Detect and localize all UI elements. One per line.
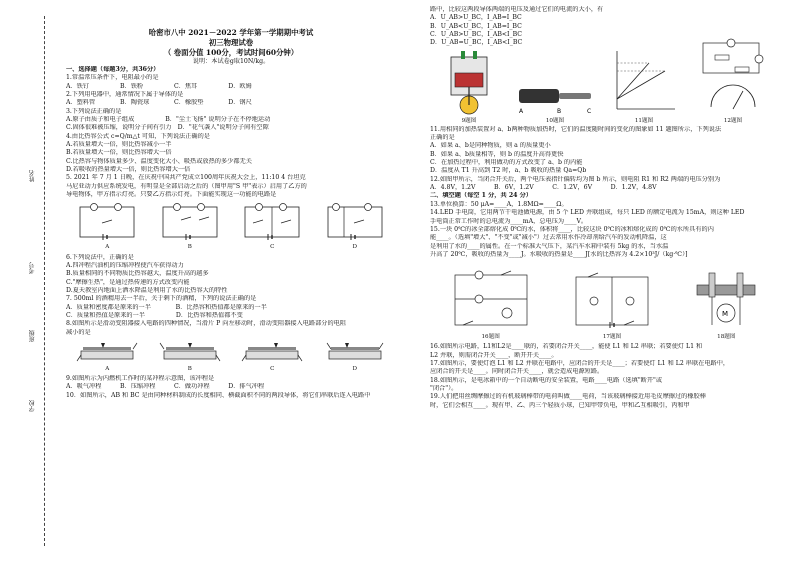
fig-17-caption: 17题图 [602, 333, 622, 340]
text-line: D.夏天教室内地面上洒水降温是利用了水的比热容大的特性 [66, 286, 228, 294]
text-line: 手电筒正常工作时的总电流为____mA，总电压为____V。 [430, 217, 588, 225]
q5-option-b-label: B [187, 244, 192, 251]
q8-rheostat-figures [66, 339, 396, 373]
text-line: 1.常温常压条件下，电阻最小的是 [66, 74, 159, 82]
exam-g-note: 说明：本试卷g取10N/kg。 [192, 58, 270, 65]
text-line: 3.下列说法正确的是 [66, 107, 122, 115]
text-line: B.若质量增大一倍，则比热容增大一倍 [66, 149, 172, 157]
text-line: 应闭合的开关是____。同时闭合开关____，就会造成电源短路。 [430, 368, 604, 376]
text-line: D.若吸收的热量增大一倍，则比热容增大一倍 [66, 166, 191, 174]
text-line: A．吸气冲程 B．压缩冲程 C．做功冲程 D．排气冲程 [66, 383, 265, 391]
binding-margin [0, 0, 60, 562]
text-line: 马尼亚动力供应系统发电，有明显是全部启动之后的（图甲用"S 甲"表示）启用了乙方的 [66, 182, 307, 190]
text-line: 正确的是 [430, 134, 455, 142]
text-line: 10．如图所示，AB 和 BC 是由同种材料制成的长度相同、横截面积不同的两段导体，将它们串联后连入电路中 [66, 391, 371, 399]
binding-school-label: 学校 [29, 400, 36, 412]
exam-subtitle: 初三物理试卷 [208, 38, 254, 47]
text-line: 15.一块 0℃的冰全部熔化成 0℃的水，体积将____，比较这块 0℃的冰和熔化成的 0℃的水所具有的内 [430, 225, 714, 233]
question-block-16-19 [430, 343, 780, 410]
text-line: 6.下列说法中，正确的是 [66, 253, 134, 261]
text-line: D．U_AB=U_BC，I_AB<I_BC [430, 39, 523, 47]
q8-option-c-label: C [270, 365, 275, 372]
fig-11-caption: 11题图 [634, 118, 654, 125]
q5-option-d-label: D [352, 244, 357, 251]
svg-text:C: C [587, 108, 592, 116]
text-line: 4.由比热容公式 c=Q/m△t 可知，下列说法正确的是 [66, 132, 210, 140]
q8-rheostat-c [240, 341, 304, 373]
text-line: A.原子由质子和电子组成 B．"尘土飞扬" 说明分子在不停地运动 [66, 116, 271, 124]
text-line: C．在加热过程中，利用做功的方式改变了 a、b 的内能 [430, 159, 583, 167]
question-block-11-15 [430, 126, 780, 260]
fig-17-circuit [570, 269, 654, 341]
fig-10-caption: 10题图 [545, 118, 565, 125]
fig-12-caption: 12题图 [723, 118, 743, 125]
text-line: C.比热容与物体质量多少、温度变化大小、吸热或放热的多少都无关 [66, 157, 252, 165]
text-line: A.若质量增大一倍，则比热容减小一半 [66, 141, 172, 149]
text-line: 5. 2021 年 7 月 1 日晚，在庆祝中国共产党成立100周年庆祝大会上，11:10 4 台坦克 [66, 174, 306, 182]
text-line: A．U_AB>U_BC，I_AB=I_BC [430, 14, 522, 22]
text-line: A．塑料管 B．陶瓷球 C．橡胶垫 D．钢尺 [66, 99, 252, 107]
text-line: B．U_AB<U_BC，I_AB=I_BC [430, 22, 522, 30]
exam-title: 哈密市八中 2021－2022 学年第一学期期中考试 [148, 28, 314, 37]
text-line: B.质量相同的不同物质比热容越大，温度升高的越多 [66, 270, 209, 278]
text-line: 减小的是 [66, 328, 91, 336]
text-line: 9.如图所示为内燃机工作时的某冲程示意图，该冲程是 [66, 374, 215, 382]
text-line: 11.用相同的加热装置对 a、b两种物质加热时，它们的温度随时间的变化的图象如 11 题图所示，下列说法 [430, 125, 722, 133]
svg-text:A: A [519, 108, 524, 116]
text-line: 16.如图所示电路，L1和L2是____联的，若要闭合开关____，能使 L1 和 L2 串联；若要使灯 L1 和 [430, 343, 703, 351]
binding-dashed-line [44, 16, 45, 546]
svg-text:M: M [722, 309, 729, 318]
q8-option-b-label: B [187, 365, 192, 372]
fig-10-conductor [515, 77, 595, 125]
text-line: D．温度从 T1 升高到 T2 时，a、b 吸收的热量 Qa=Qb [430, 167, 587, 175]
q8-rheostat-a [75, 341, 139, 373]
text-line: A．质量和密度都是原来的一半 B．比热容和热值都是原来的一半 [66, 303, 267, 311]
q5-circuit-a [76, 203, 138, 251]
binding-exam-no-label: 考号 [29, 262, 36, 274]
left-column [66, 6, 396, 400]
text-line: 升高了 20℃，吸收的热量为____J。水吸收的热量是____J[水的比热容为 4.2×10³J/（kg·℃）] [430, 250, 688, 258]
fig-11-temperature-graph [609, 47, 679, 125]
fig-16-circuit [449, 269, 533, 341]
text-line: L2 并联，则需闭合开关____，断开开关____。 [430, 351, 558, 359]
binding-name-label: 姓名 [29, 170, 36, 182]
question-block-1-5 [66, 66, 396, 200]
text-line: 导电物体，甲方指示灯亮。只要乙方指示灯亮。下面能实现这一功能的电路是 [66, 191, 277, 199]
q8-rheostat-b [158, 341, 222, 373]
right-column [430, 6, 780, 410]
question-block-9-10 [66, 375, 396, 400]
text-line: 8.如图所示是滑动变阻器接入电路的四种情况，当滑片 P 向左移动时，滑动变阻器接入电路部分的电阻 [66, 320, 347, 328]
text-line: A．铁钉 B．铁粉 C．焦耳 D．欧姆 [66, 82, 252, 90]
text-line: 二、填空题（每空 1 分，共 24 分） [430, 192, 532, 200]
text-line: A．如果 a、b是同种物质，则 a 的质量更小 [430, 142, 551, 150]
text-line: 18.如图所示，是电冰箱中的一个自动断电的安全装置，电路____电路（选填"断开"或 [430, 376, 663, 384]
text-line: 17.如图所示，要使灯泡 L1 和 L2 并联在电路中，应闭合的开关是____；若要使灯 L1 和 L2 串联在电路中， [430, 359, 730, 367]
fig-9-engine [437, 47, 501, 125]
q5-option-c-label: C [270, 244, 275, 251]
svg-text:B: B [557, 108, 562, 116]
text-line: C.固体很难被压缩，说明分子间有引力 D．"花气袭人"说明分子间有空隙 [66, 124, 269, 132]
text-line: B．如果 a、b质量相等，则 b 的温度升高得更快 [430, 150, 564, 158]
q8-rheostat-d [323, 341, 387, 373]
fig-18-fridge-device [691, 269, 761, 341]
text-line: 14.LED 手电筒，它用两节干电池做电源，由 5 个 LED 并联组成，每只 LED 的额定电流为 15mA，则这种 LED [430, 209, 745, 217]
exam-score-note: （ 卷面分值 100分，考试时间60分钟） [163, 48, 299, 57]
text-line: 路中，比较这两段导体两端的电压及通过它们的电流的大小，有 [430, 6, 604, 13]
question-block-6-8 [66, 254, 396, 337]
text-line: C."摩擦生热"，是通过热传递的方式改变内能 [66, 278, 190, 286]
fig-16-caption: 16题图 [481, 333, 500, 340]
text-line: 是利用了水的____的属性。在一个标准大气压下，某汽车水箱中装有 5kg 的水，当水温 [430, 242, 669, 250]
text-line: 12.如图甲所示，当闭合开关后，两个电压表指针偏转均为图 b 所示，则电阻 R1 和 R2 两端的电压分别为 [430, 175, 721, 183]
q5-option-a-label: A [105, 244, 110, 251]
text-line: 13.单位换算：50 μA=____A，1.8MΩ=____Ω。 [430, 200, 568, 208]
q5-circuit-d [324, 203, 386, 251]
text-line: A.四冲程汽油机的压缩冲程使汽车获得动力 [66, 261, 184, 269]
text-line: 能____。（选填"增大"、"不变"或"减小"）过去常用水作冷却剂给汽车的发动机降温，这 [430, 234, 667, 242]
fig-18-caption: 18题图 [717, 333, 736, 340]
text-line: 一、选择题（每题3分，共36分） [66, 66, 160, 73]
text-line: 2.下列用电器中，通常情况下属于导体的是 [66, 91, 184, 99]
text-line: 时，它们会相互____。现有甲、乙、丙三个轻质小球，已知甲带负电，甲和乙互相吸引，丙和甲 [430, 401, 690, 409]
text-line: C．质量和热值是原来的一半 D．比热容和热值都不变 [66, 311, 243, 319]
text-line: C．U_AB>U_BC，I_AB<I_BC [430, 31, 522, 39]
q8-option-a-label: A [105, 365, 110, 372]
text-line: 19.人们把用丝绸摩擦过的有机玻璃棒带的电荷叫做____电荷，当该玻璃棒接近用毛皮摩擦过的橡胶棒 [430, 393, 706, 401]
q8-option-d-label: D [352, 365, 357, 372]
q5-circuit-c [241, 203, 303, 251]
binding-class-label: 班级 [29, 330, 36, 342]
figures-16-18 [430, 261, 780, 341]
q5-circuit-figures [66, 202, 396, 252]
q5-circuit-b [159, 203, 221, 251]
text-line: A．4.8V，1.2V B．6V，1.2V C．1.2V，6V D．1.2V，4.8V [430, 184, 657, 192]
text-line: 7. 500ml 的酒精用去一半后，关于剩下的酒精，下列的说法正确的是 [66, 295, 257, 303]
fig-12-voltmeter-circuit [693, 37, 773, 125]
fig-9-caption: 9题图 [461, 118, 477, 125]
text-line: "闭合"）。 [430, 384, 458, 392]
